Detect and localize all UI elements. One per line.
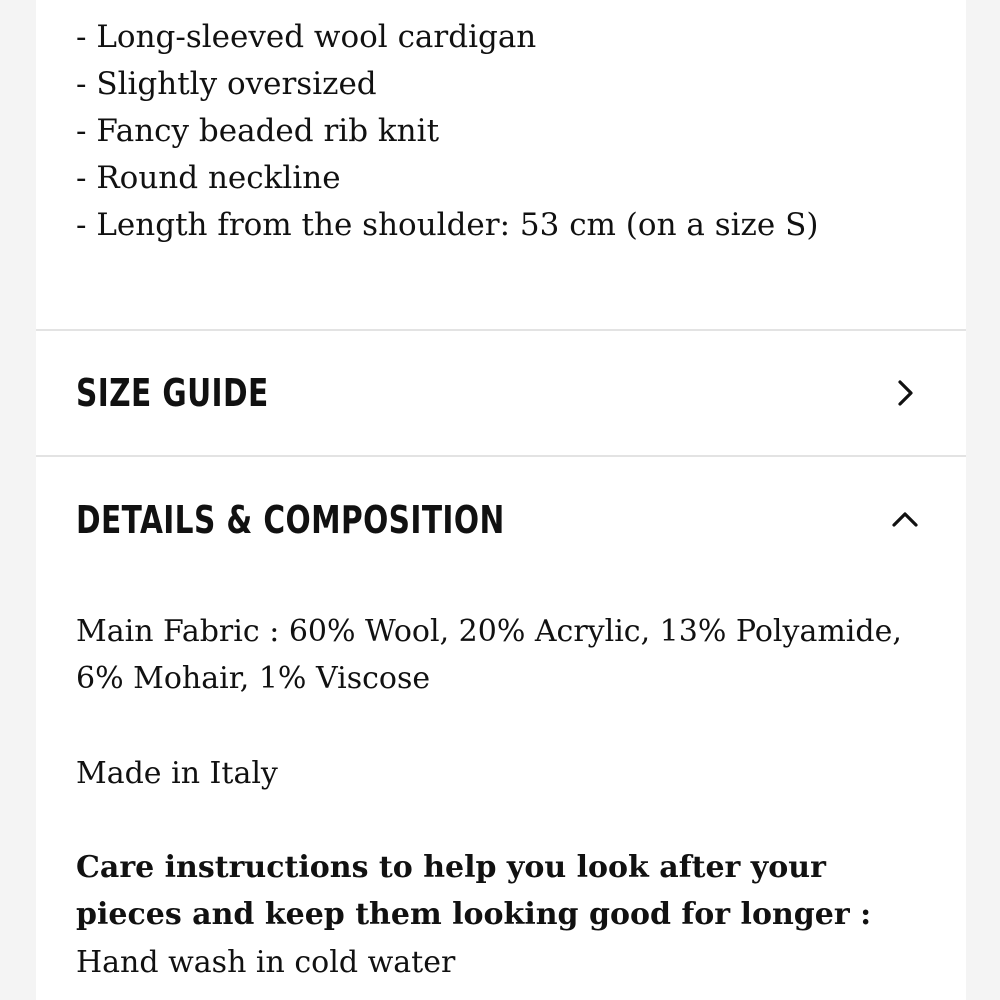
care-instruction-item: Hand wash in cold water xyxy=(76,945,456,980)
size-guide-accordion-header[interactable] xyxy=(36,331,966,455)
feature-list xyxy=(76,14,818,249)
chevron-up-icon[interactable] xyxy=(890,505,920,535)
chevron-right-icon[interactable] xyxy=(890,378,920,408)
care-instructions-heading: Care instructions to help you look after your pieces and keep them looking good for longer : xyxy=(76,850,872,932)
feature-item: - Length from the shoulder: 53 cm (on a size S) xyxy=(76,207,819,243)
feature-item: - Long-sleeved wool cardigan xyxy=(76,19,537,55)
origin-text: Made in Italy xyxy=(76,756,278,791)
details-composition-title: DETAILS & COMPOSITION xyxy=(76,498,505,542)
composition-text: Main Fabric : 60% Wool, 20% Acrylic, 13% Polyamide, 6% Mohair, 1% Viscose xyxy=(76,614,902,696)
size-guide-title: SIZE GUIDE xyxy=(76,371,269,415)
feature-item: - Fancy beaded rib knit xyxy=(76,113,440,149)
product-info-panel xyxy=(36,0,966,1000)
feature-item: - Round neckline xyxy=(76,160,341,196)
feature-item: - Slightly oversized xyxy=(76,66,377,102)
details-composition-accordion-header[interactable] xyxy=(36,457,966,583)
